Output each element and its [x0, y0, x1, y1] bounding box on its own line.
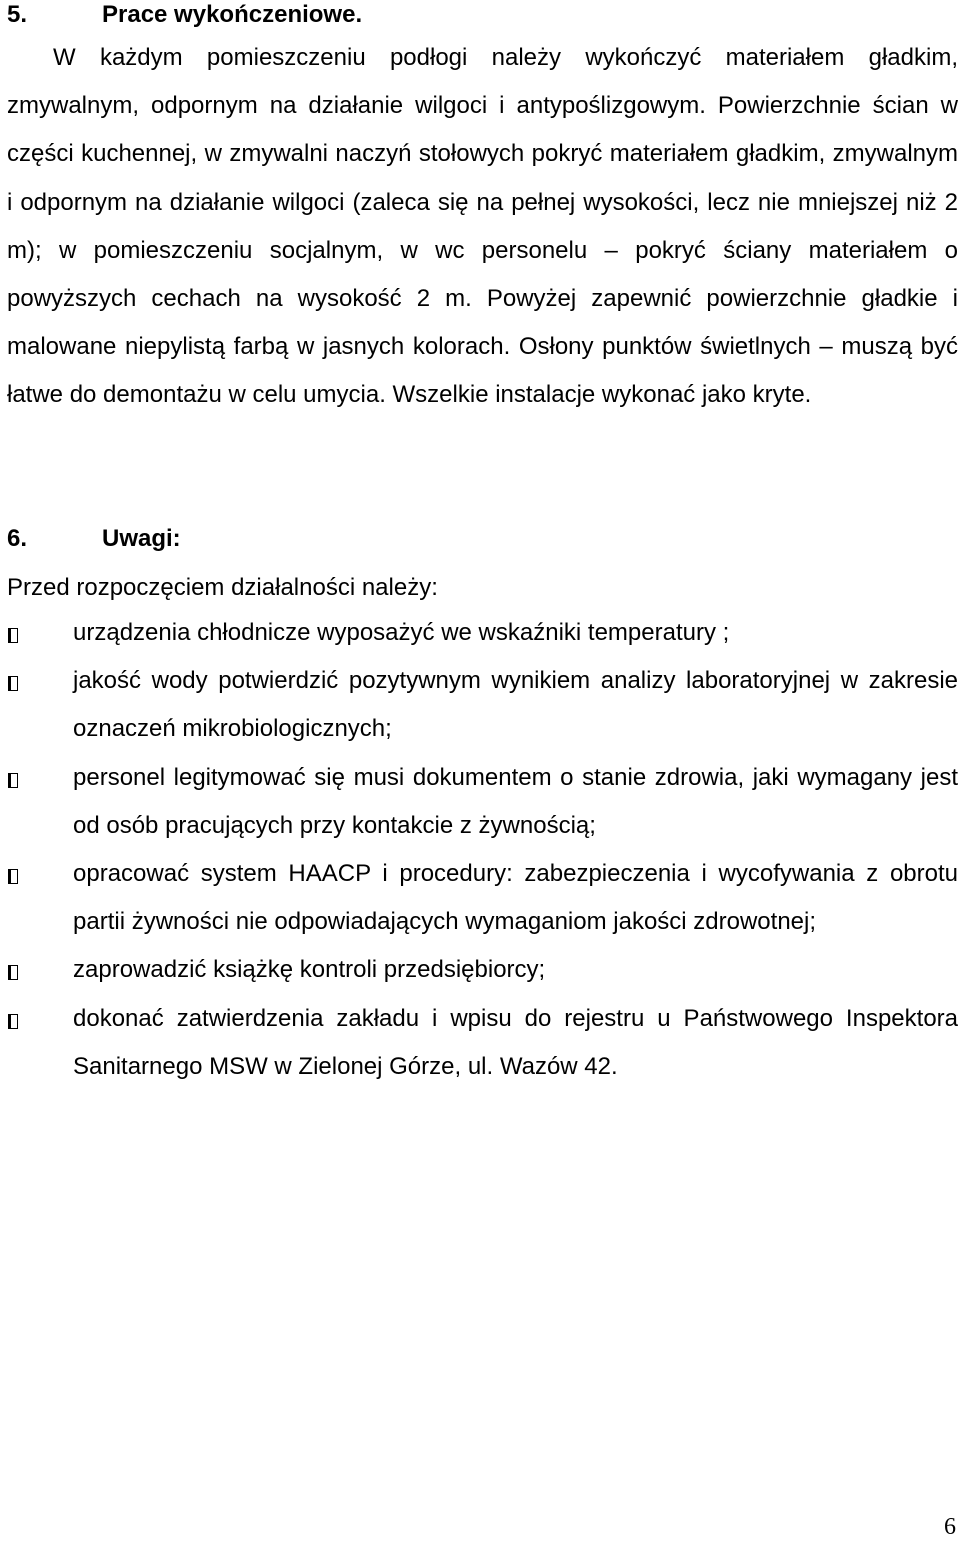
section-5-title: Prace wykończeniowe. [102, 1, 363, 28]
list-item-text: urządzenia chłodnicze wyposażyć we wskaźniki temperatury ; [73, 619, 730, 646]
list-item [0, 995, 960, 1091]
requirements-list [0, 609, 960, 1091]
list-item-text: dokonać zatwierdzenia zakładu i wpisu do rejestru u Państwowego Inspektora Sanitarnego MSW w Zielonej Górze, ul. Wazów 42. [73, 1004, 958, 1080]
square-bullet-icon [8, 965, 18, 980]
list-item [0, 754, 960, 850]
section-6-title: Uwagi: [102, 525, 181, 552]
section-6-number: 6. [7, 525, 28, 552]
square-bullet-icon [8, 869, 18, 884]
square-bullet-icon [8, 628, 18, 643]
section-5-heading [7, 0, 362, 30]
list-item [0, 609, 960, 657]
section-5-body-text: W każdym pomieszczeniu podłogi należy wykończyć materiałem gładkim, zmywalnym, odpornym na działanie wilgoci i antypoślizgowym. Powierzchnie ścian w części kuchennej, w zmywalni naczyń stołowych pokryć materiałem gładkim, zmywalnym i odpornym na działanie wilgoci (zaleca się na pełnej wysokości, lecz nie mniejszej niż 2 m); w pomieszczeniu socjalnym, w wc personelu – pokryć ściany materiałem o powyższych cechach na wysokość 2 m. Powyżej zapewnić powierzchnie gładkie i malowane niepylistą farbą w jasnych kolorach. Osłony punktów świetlnych – muszą być łatwe do demontażu w celu umycia. Wszelkie instalacje wykonać jako kryte. [7, 44, 958, 409]
list-item [0, 850, 960, 946]
section-6-heading [7, 524, 181, 554]
section-5-number: 5. [7, 1, 28, 28]
list-item-text: jakość wody potwierdzić pozytywnym wynikiem analizy laboratoryjnej w zakresie oznaczeń mikrobiologicznych; [73, 667, 958, 743]
list-item [0, 657, 960, 753]
list-item [0, 946, 960, 994]
page-number: 6 [944, 1514, 956, 1540]
list-item-text: zaprowadzić książkę kontroli przedsiębiorcy; [73, 956, 546, 984]
section-6-intro: Przed rozpoczęciem działalności należy: [7, 574, 438, 601]
square-bullet-icon [8, 773, 18, 788]
section-5-body-paragraph [7, 34, 958, 420]
list-item-text: opracować system HAACP i procedury: zabezpieczenia i wycofywania z obrotu partii żywności nie odpowiadających wymaganiom jakości zdrowotnej; [73, 860, 958, 936]
square-bullet-icon [8, 676, 18, 691]
list-item-text: personel legitymować się musi dokumentem o stanie zdrowia, jaki wymagany jest od osób pracujących przy kontakcie z żywnością; [73, 763, 958, 839]
square-bullet-icon [8, 1014, 18, 1029]
